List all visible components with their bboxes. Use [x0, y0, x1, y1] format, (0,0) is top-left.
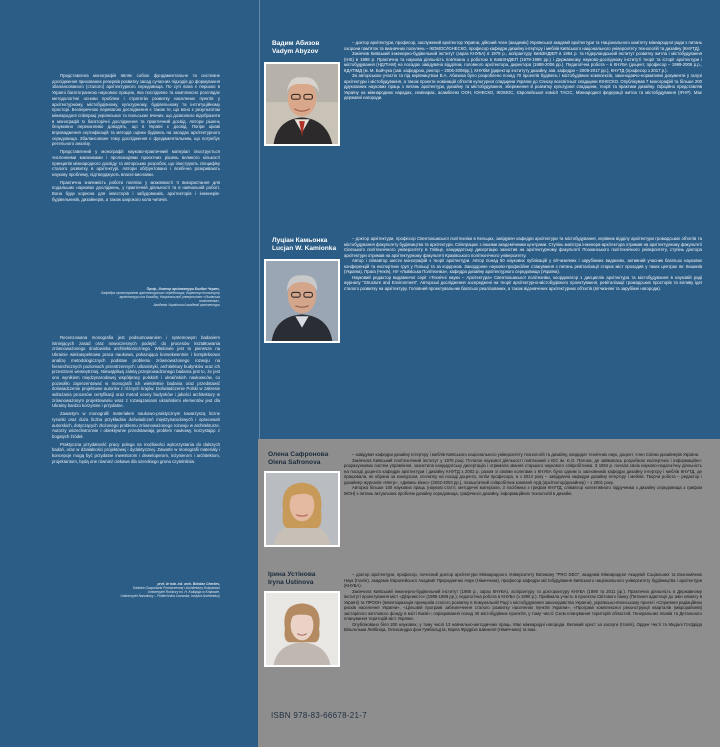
reviewer-signature-ukrainian: Проф., доктор архітектури Богдан Черкес, Кафедра проектування архітектурного середовища, директор Інституту архітектури та дизайну, Національний університет «Львівська політехніка», Академік Української академії архітектури [101, 287, 220, 308]
author-bio-kamionka: – доктор архітектури, професор Свентокшиської політехніки в Кельцах, завідувач кафедри архітектури та містобудування, керівник відділу архітектури громадських об'єктів та містобудування факультету будівництва та архітектури. Співпрацює з іншими академічними центрами. Ступінь магістра інженера-архітектора отримав на архітектурному факультеті Сілезького політехнічного університету в Глівіце, кандидатську дисертацію захистив на архітектурному факультеті Познанського політехнічного університету, ступінь доктора архітектури отримав на архітектурному факультеті Краківського політехнічного університету. Автор і співавтор шести монографій з теорії архітектури. Автор понад 50 наукових публікацій у вітчизняних і зарубіжних виданнях, активний учасник багатьох наукових конференцій та експертних груп у Польщі та за кордоном. Закордонне науково-професійне стажування з питань ревіталізації старих міст проходив у таких центрах як: Кишинів (Україна), Прага (Чехія), НУ «Львівська Політехніка», кафедра дизайну архітектурного середовища (Україна). Науковий редактор видавничої серії «Технічні науки – Архітектура» Свентокшиської політехніки, координатор з дисциплін архітектура та містобудування в науковій раді журналу "Structure and Environment". Авторські дослідження зосереджені на теорії архітектурно-містобудівного проектування, ревіталізації громадських просторів та впливу ідеї сталого розвитку на архітектуру. Головний проектувальник багатьох реалізованих, а також відзначених архітектурних об'єктів (вітчизняні та зарубіжні нагороди). [344, 236, 702, 291]
review-paragraph: Recenzowana monografia jest podsumowaniem i systemowym badaniem istniejących zasad oraz nowoczesnych podejść do procesów kształtowania zrównoważonego środowiska architektonicznego. Właściwie jest to pierwsza na Ukrainie wieloaspektowa praca naukowa, pokazująca konsekwentnie i kompleksowo analizę metodologicznych podstaw problemu zrównoważonego rozwoju na hierarchicznych poziomach przestrzennych: urbanistyki, architektury budynków oraz ich przestrzeni wewnętrznej. Niewątpliwą zaletą przeprowadzonego badania jest to, że jest ono wynikiem międzynarodowej współpracy polskich i ukraińskich naukowców, co pozwoliło zaprezentować w monografii ich wieloletnie badania oraz przedstawić doświadczenie projektowe autorów z różnych krajów. Doświadczenie Polski w zakresie wdrażania procesów certyfikacji oraz metod oceny budynków i jakości architektury w zrównoważonym projektowaniu wraz z rozwiązaniami ukraińskimi elementów jest dla Ukrainy bardzo korzystne i przydatne. [52, 335, 220, 409]
review-paragraph: Представлена монографія являє собою фундаментальне та системне дослідження прихованих резервів розвитку засад сучасних підходів до формування збалансованого (сталого) архітектурного середовища. По суті вона є першою в Україні багатогранною науковою працею, яка послідовно та комплексно розглядає методологічні основи проблем і стратегію розвитку населених пунктів у архітектурному, містобудівному, культурному, будівельному та інституційному просторі. Безперечною перевагою дослідження є також те, що воно є результатом міжнародної співпраці українських та польських вчених, що дозволило відобразити в монографії їх багаторічні дослідження та практичний досвід. Автори рішень безумовно переконливо доводять, що в Україні є досвід. Попри цікаві впровадження сертифікацій та методів оцінки будівель на засадах архітектурного середовища. Збалансоване тому дослідження є фундаментальним, що потребує ретельного аналізу. [52, 73, 220, 147]
author-name-kamionka: Луціан Камьонка Lucjan W. Kamionka [272, 237, 337, 252]
author-bio-abyzov: – доктор архітектури, професор, заслужений архітектор України, дійсний член (академік) Української академії архітектури та Національного комітету міжнародної ради з питань охорони пам'яток та визначних поселень – ІКОМОС/ЮНЕСКО, професор кафедри дизайну інтер'єру і меблів Київського національного університету технологій та дизайну (КНУТД). Закінчив Київський інженерно-будівельний інститут (зараз КНУБА) в 1979 р., аспірантуру КиївЗНДІЕП в 1984 р. та Нідерландський інститут розвитку житла і містобудування (IHS) в 1998 р. Практична та наукова діяльність пов'язана з роботою в КиївЗНДІЕП (1979-1988 рр.) і Державному науково-дослідному інституті теорії та історії архітектури і містобудування (НДІТІАМ) на посадах завідувача відділом, головного архітектора, директора (1988-2006 рр.). Педагогічна робота – в КНУБА (доцент, професор – 1999-2006 р.р., КДАТІМД (м. М. Бойчука (зав. кафедрою, ректор – 2006-2008рр.), КНУКіМ (директор інституту дизайну, зав. кафедри – 2009-2017 рр.), КНУТД (професор з 2017 р.). За авторською участю та під керівництвом В.А. Абизова було розроблено понад 70 проектів будівель і містобудівних комплексів, законодавчо-нормативні документи у галузі архітектури і містобудування, а також проекти номінацій об'єктів культурної спадщини України до Списку всесвітньої спадщини ЮНЕСКО. Опублікував 7 монографій та більше 200 друкованих наукових праць з питань архітектури, дизайну та містобудування, збереження й розвитку культурної спадщини, теорії та практики дизайну. Офіційно представляв Україну на міжнародних нарадах, семінарах, асамблеях ООН, ЮНЕСКО, ІКОМОС, Європейської комісії ТАСІС, Міжнародної федерації житла та містобудування (IFHP). Має державні нагороди. [344, 40, 702, 101]
review-polish [52, 335, 220, 466]
isbn-number: ISBN 978-83-66678-21-7 [271, 711, 367, 720]
review-paragraph: Zawartym w monografii materiałem naukowo-praktycznym towarzyszą liczne rysunki oraz duża liczba przykładów doświadczeń międzynarodowych i opracowań autorskich, dotyczących złożonego problemu zrównoważonego rozwoju w architekturze. Autorzy wszechstronnie i obiektywnie przedstawiają problem naukowy, korzystając z bogatych źródeł. [52, 411, 220, 439]
review-paragraph: Практична значимість роботи полягає у можливості її використання для подальших наукових досліджень, у практичній діяльності та в навчальній роботі. Вона буде корисна для інвесторів і забудовників, архітекторів і інженерів-будівельників, дизайнерів, а також широкого кола читачів. [52, 179, 220, 202]
review-paragraph: Praktyczna przydatność pracy polega na możliwości wykorzystania do dalszych badań, oraz w działalności projektowej i dydaktycznej. Zawarte w monografii materiały i koncepcje mogą być przydatne inwestorom i deweloperom, inżynierom i architektom, projektantom, będą one również ciekawe dla szerokiego grona czytelników. [52, 441, 220, 464]
author-name-ustinova: Ірина Устінова Iryna Ustinova [268, 571, 316, 586]
author-bio-ustinova: – доктор архітектури, професор, почесний доктор архітектури Міжнародного Університету Ватикану "PRO DEO", академік Міжнародної Академії Соціальних та Економічних Наук (Італія), академік Європейської Академії Природничих Наук (Німеччина), професор кафедри містобудування Київського національного університету будівництва і архітектури (КНУБА). Закінчила Київський інженерно-будівельний інститут (1985 р., зараз КНУБА), аспірантуру та докторантуру КНУБА (1990 та 2011 рр.). Практична діяльність в Державному інституті проектування міст «Діпромісто» (1985-1989 рр.); педагогічна робота в КНУБА (з 1990 р.). Приймала участь в проектах Світового банку (Питання адаптації до змін клімату в Україні) та ПРООН (Інвентаризація принципів сталого розвитку в Комунальній Раді з містобудування законодавства України), українсько-японському проекті «Сприяння радіаційних рисків населення України», «Цільовій програмі забезпечення сталого розвитку населених пунктів України», «Програмі комплексної реконструкції кварталів (мікрорайонів) застарілого житлового фонду в місті Києві»; опрацювання понад 40 містобудівних проектів, у тому числі: Схем планування територій областей, Генеральних планів та Детального планування територій міст України. Опубліковано біля 200 наукових, у тому числі 13 навчально-методичних праць. Має міжнародні нагороди. Великий хрест за заслуги (Італія), Орден Честі та Медалі Готфріда Вільгельма Лейбніца, Олександра фон Гумбольдта, Карла Фрідріха Шинкеля (Німеччина) та інші. [344, 572, 702, 633]
author-photo-ustinova [264, 591, 340, 667]
author-photo-kamionka [264, 259, 340, 343]
reviewer-signature-polish: prof. dr hab. inż. arch. Bohdan Cherkes, Katedra Gospodarki Przestrzennej i Architektury Krajobrazu Uniwersytet Rolniczy im. H. Kołłątaja w Krakowie, Uniwersytet Narodowy – Politechnika Lwowska, Instytut Architektury [120, 582, 220, 599]
author-bio-safronova: – завідувач кафедри дизайну інтер'єру і меблів Київського національного університету технологій та дизайну, кандидат технічних наук, доцент, член Спілки дизайнерів України. Закінчила Київський політехнічний інститут у 1976 році. Початок наукової діяльності пов'язаний з ІЕС ім. Є.О. Патона, де займалась розробкою експертних і інформаційно-розрахункових систем управління, захистила кандидатську дисертацію і отримала звання старшого наукового співробітника. З 1994 р. почала свою науково-педагогічну діяльність на посаді доцента кафедри архітектури і дизайну КНУТД з 2002 р. разом зі своїми колегами з КНУБА була одним із засновників кафедри дизайну інтер'єру і меблів КНУТД, де працювала, як обрана за конкурсом, спочатку на посаді доцента, потім професора, а з 2013 року – завідувача кафедри дизайну інтер'єру і меблів. Творча робота – редактор і дизайнер журналів «Метр», «Дивись вікно» (2002-2003 рр.), позаштатний співробітник компанії АрД (архітектор/дизайнер) – з 2001 року. Авторка більше 100 наукових праць (наукові статті, методичні матеріали, 3 посібника з грифом КНУТД, співавтор колективного підручника з дизайну середовища з грифом МОН) з питань актуальних проблем дизайну середовища, графічного дизайну, інформаційних технологій в дизайні. [344, 452, 702, 496]
author-name-safronova: Олена Сафронова Olena Safronova [268, 451, 329, 466]
author-name-abyzov: Вадим Абизов Vadym Abyzov [272, 40, 320, 55]
author-photo-abyzov [264, 62, 340, 146]
author-photo-safronova [264, 471, 340, 547]
review-paragraph: Представлений у монографії науково-практичний матеріал ілюструється численними малюнками і пропозиціями проєктних рішень великого кількості принципів міжнародного досвіду та авторських розробок, що ілюструють специфіку сталого розвитку в архітектурі. Автори обґрунтовано і всебічно розкривають наукову проблему, підтверджують власні висновки. [52, 149, 220, 177]
review-ukrainian [52, 73, 220, 204]
